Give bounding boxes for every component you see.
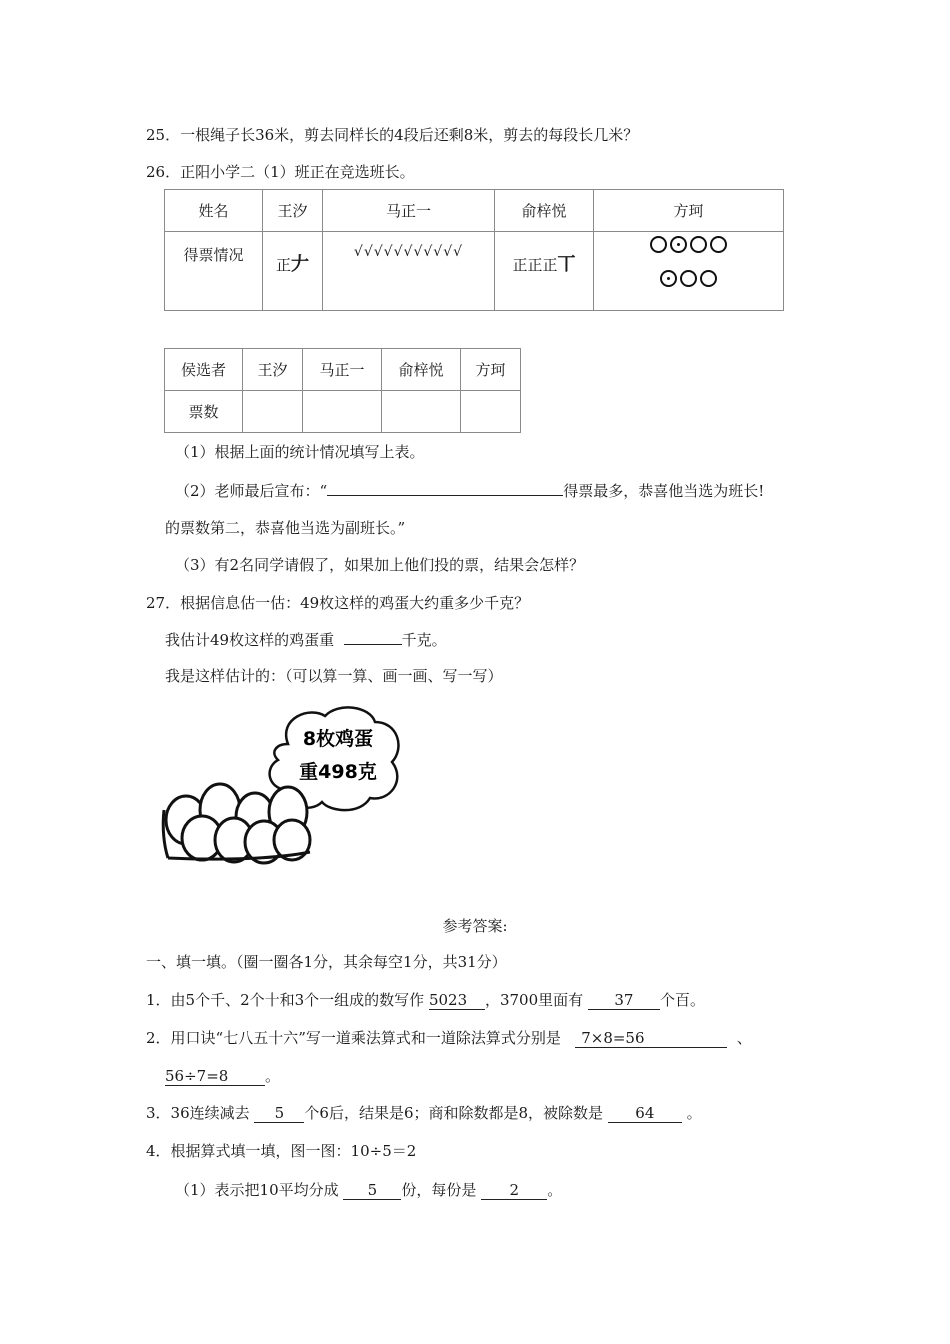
wang-tally	[263, 232, 323, 311]
a3-text-b: 个6后，结果是6；商和除数都是8，被除数是	[304, 1104, 604, 1122]
winner-blank[interactable]	[327, 495, 563, 496]
a3-text-c: 。	[686, 1104, 702, 1122]
answer-4: 4．根据算式填一填，图一图：10÷5＝2	[146, 1142, 417, 1160]
a1-text-a: 1．由5个千、2个十和3个一组成的数写作	[146, 991, 425, 1009]
bubble-line-2: 重498克	[299, 761, 377, 783]
fang-circles	[594, 232, 784, 311]
a1-blank-1[interactable]: 5023	[429, 991, 485, 1010]
header-ma: 马正一	[303, 349, 382, 391]
header-fang: 方珂	[461, 349, 521, 391]
count-cell-yu[interactable]	[382, 391, 461, 433]
a3-text-a: 3．36连续减去	[146, 1104, 250, 1122]
question-26-title: 26．正阳小学二（1）班正在竞选班长。	[146, 163, 415, 181]
a2-text-a: 2．用口诀“七八五十六”写一道乘法算式和一道除法算式分别是	[146, 1029, 561, 1047]
answer-2-cont	[165, 1066, 280, 1086]
header-yu: 俞梓悦	[382, 349, 461, 391]
wang-tally-full: 正	[275, 256, 291, 274]
header-wang: 王汐	[243, 349, 303, 391]
question-26-part2	[175, 481, 764, 501]
egg-illustration	[160, 700, 400, 865]
answer-4-part1	[175, 1180, 562, 1200]
circle-icon	[710, 236, 727, 253]
bubble-line-1: 8枚鸡蛋	[302, 728, 374, 750]
ma-checks: √√√√√√√√√√√	[323, 232, 495, 311]
header-wang: 王汐	[263, 190, 323, 232]
question-26-part3: （3）有2名同学请假了，如果加上他们投的票，结果会怎样？	[175, 556, 585, 574]
question-26-part2-cont: 的票数第二，恭喜他当选为副班长。”	[165, 519, 406, 537]
a3-blank-1[interactable]: 5	[254, 1104, 304, 1123]
circle-dot-icon	[670, 236, 687, 253]
answer-2	[146, 1028, 752, 1048]
row-label-votes: 得票情况	[165, 232, 263, 311]
circle-icon	[680, 270, 697, 287]
count-cell-wang[interactable]	[243, 391, 303, 433]
yu-tally-partial: 丅	[557, 254, 576, 275]
count-cell-ma[interactable]	[303, 391, 382, 433]
part2-text-a: （2）老师最后宣布：“	[175, 482, 328, 500]
a1-blank-2[interactable]: 37	[588, 991, 660, 1010]
a3-blank-2[interactable]: 64	[608, 1104, 682, 1123]
header-fang: 方珂	[594, 190, 784, 232]
answer-1	[146, 990, 705, 1010]
a4-1-blank-2[interactable]: 2	[481, 1181, 547, 1200]
question-27-estimate	[165, 630, 447, 650]
eggs-and-bubble-icon	[160, 700, 400, 865]
answer-3	[146, 1103, 702, 1123]
answer-heading: 参考答案:	[442, 917, 508, 935]
a4-1-text-b: 份，每份是	[401, 1181, 477, 1199]
header-candidate: 侯选者	[165, 349, 243, 391]
circle-icon	[700, 270, 717, 287]
a4-1-text-a: （1）表示把10平均分成	[175, 1181, 339, 1199]
row-label-count: 票数	[165, 391, 243, 433]
count-cell-fang[interactable]	[461, 391, 521, 433]
estimate-blank[interactable]	[344, 644, 402, 645]
estimate-text-a: 我估计49枚这样的鸡蛋重	[165, 631, 335, 649]
header-ma: 马正一	[323, 190, 495, 232]
part2-text-b: 得票最多，恭喜他当选为班长!	[563, 482, 765, 500]
a2-blank-1[interactable]: 7×8=56	[575, 1029, 727, 1048]
vote-count-table	[164, 348, 521, 433]
a2-text-c: 。	[265, 1067, 281, 1085]
wang-tally-partial: 𠂇	[291, 254, 309, 275]
question-27-method: 我是这样估计的：（可以算一算、画一画、写一写）	[165, 667, 503, 685]
header-name: 姓名	[165, 190, 263, 232]
a4-1-text-c: 。	[547, 1181, 563, 1199]
a1-text-c: 个百。	[659, 991, 705, 1009]
circle-icon	[690, 236, 707, 253]
question-27-title: 27．根据信息估一估：49枚这样的鸡蛋大约重多少千克？	[146, 594, 530, 612]
yu-tally-full: 正正正	[512, 256, 558, 274]
tally-table	[164, 189, 784, 311]
a4-1-blank-1[interactable]: 5	[343, 1181, 401, 1200]
answer-section-1: 一、填一填。（圈一圈各1分，其余每空1分，共31分）	[146, 953, 507, 971]
a1-text-b: ，3700里面有	[484, 991, 584, 1009]
circle-dot-icon	[660, 270, 677, 287]
header-yu: 俞梓悦	[495, 190, 594, 232]
a2-text-b: 、	[736, 1029, 752, 1047]
circle-icon	[650, 236, 667, 253]
a2-blank-2[interactable]: 56÷7=8	[165, 1067, 265, 1086]
question-26-part1: （1）根据上面的统计情况填写上表。	[175, 443, 425, 461]
estimate-text-b: 千克。	[401, 631, 447, 649]
yu-tally	[495, 232, 594, 311]
question-25: 25．一根绳子长36米，剪去同样长的4段后还剩8米，剪去的每段长几米？	[146, 126, 639, 144]
